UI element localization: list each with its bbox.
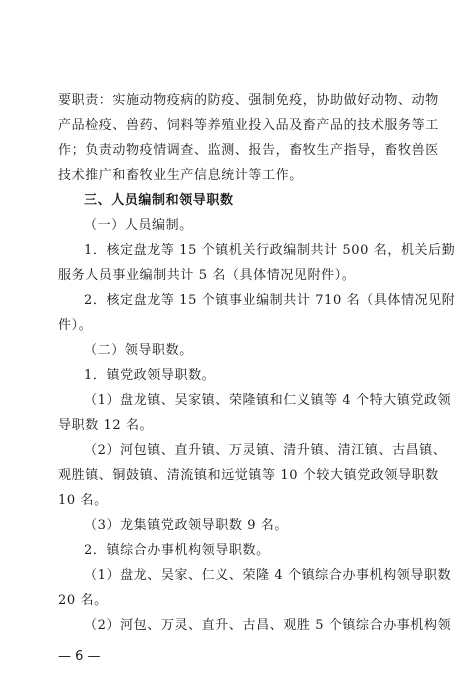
body-text-line: 产品检疫、兽药、饲料等养殖业投入品及畜产品的技术服务等工 <box>58 118 439 133</box>
subsection-heading: （二）领导职数。 <box>84 343 193 358</box>
body-text-line: 件）。 <box>58 318 93 333</box>
body-text-line: （1）盘龙镇、吴家镇、荣隆镇和仁义镇等 4 个特大镇党政领 <box>84 393 452 408</box>
body-text-line: 作；负责动物疫情调查、监测、报告，畜牧生产指导，畜牧兽医 <box>58 143 439 158</box>
subsection-heading: （一）人员编制。 <box>84 218 193 233</box>
body-text-line: （1）盘龙、吴家、仁义、荣隆 4 个镇综合办事机构领导职数 <box>84 568 452 583</box>
body-text-line: 要职责：实施动物疫病的防疫、强制免疫，协助做好动物、动物 <box>58 93 439 108</box>
body-text-line: （2）河包镇、直升镇、万灵镇、清升镇、清江镇、古昌镇、 <box>84 443 447 458</box>
body-text-line: 1．核定盘龙等 15 个镇机关行政编制共计 500 名，机关后勤 <box>84 243 456 258</box>
page-number: — 6 — <box>58 649 101 664</box>
body-text-line: 导职数 12 名。 <box>58 418 154 433</box>
body-text-line: （3）龙集镇党政领导职数 9 名。 <box>84 518 289 533</box>
body-text-line: 技术推广和畜牧业生产信息统计等工作。 <box>58 168 303 183</box>
body-text-line: 1．镇党政领导职数。 <box>84 368 216 383</box>
body-text-line: 2．镇综合办事机构领导职数。 <box>84 543 270 558</box>
body-text-line: （2）河包、万灵、直升、古昌、观胜 5 个镇综合办事机构领 <box>84 618 452 633</box>
body-text-line: 20 名。 <box>58 593 108 608</box>
body-text-line: 2．核定盘龙等 15 个镇事业编制共计 710 名（具体情况见附 <box>84 293 456 308</box>
body-text-line: 观胜镇、铜鼓镇、清流镇和远觉镇等 10 个较大镇党政领导职数 <box>58 468 439 483</box>
body-text-line: 服务人员事业编制共计 5 名（具体情况见附件）。 <box>58 268 356 283</box>
section-heading: 三、人员编制和领导职数 <box>84 193 234 208</box>
body-text-line: 10 名。 <box>58 493 108 508</box>
